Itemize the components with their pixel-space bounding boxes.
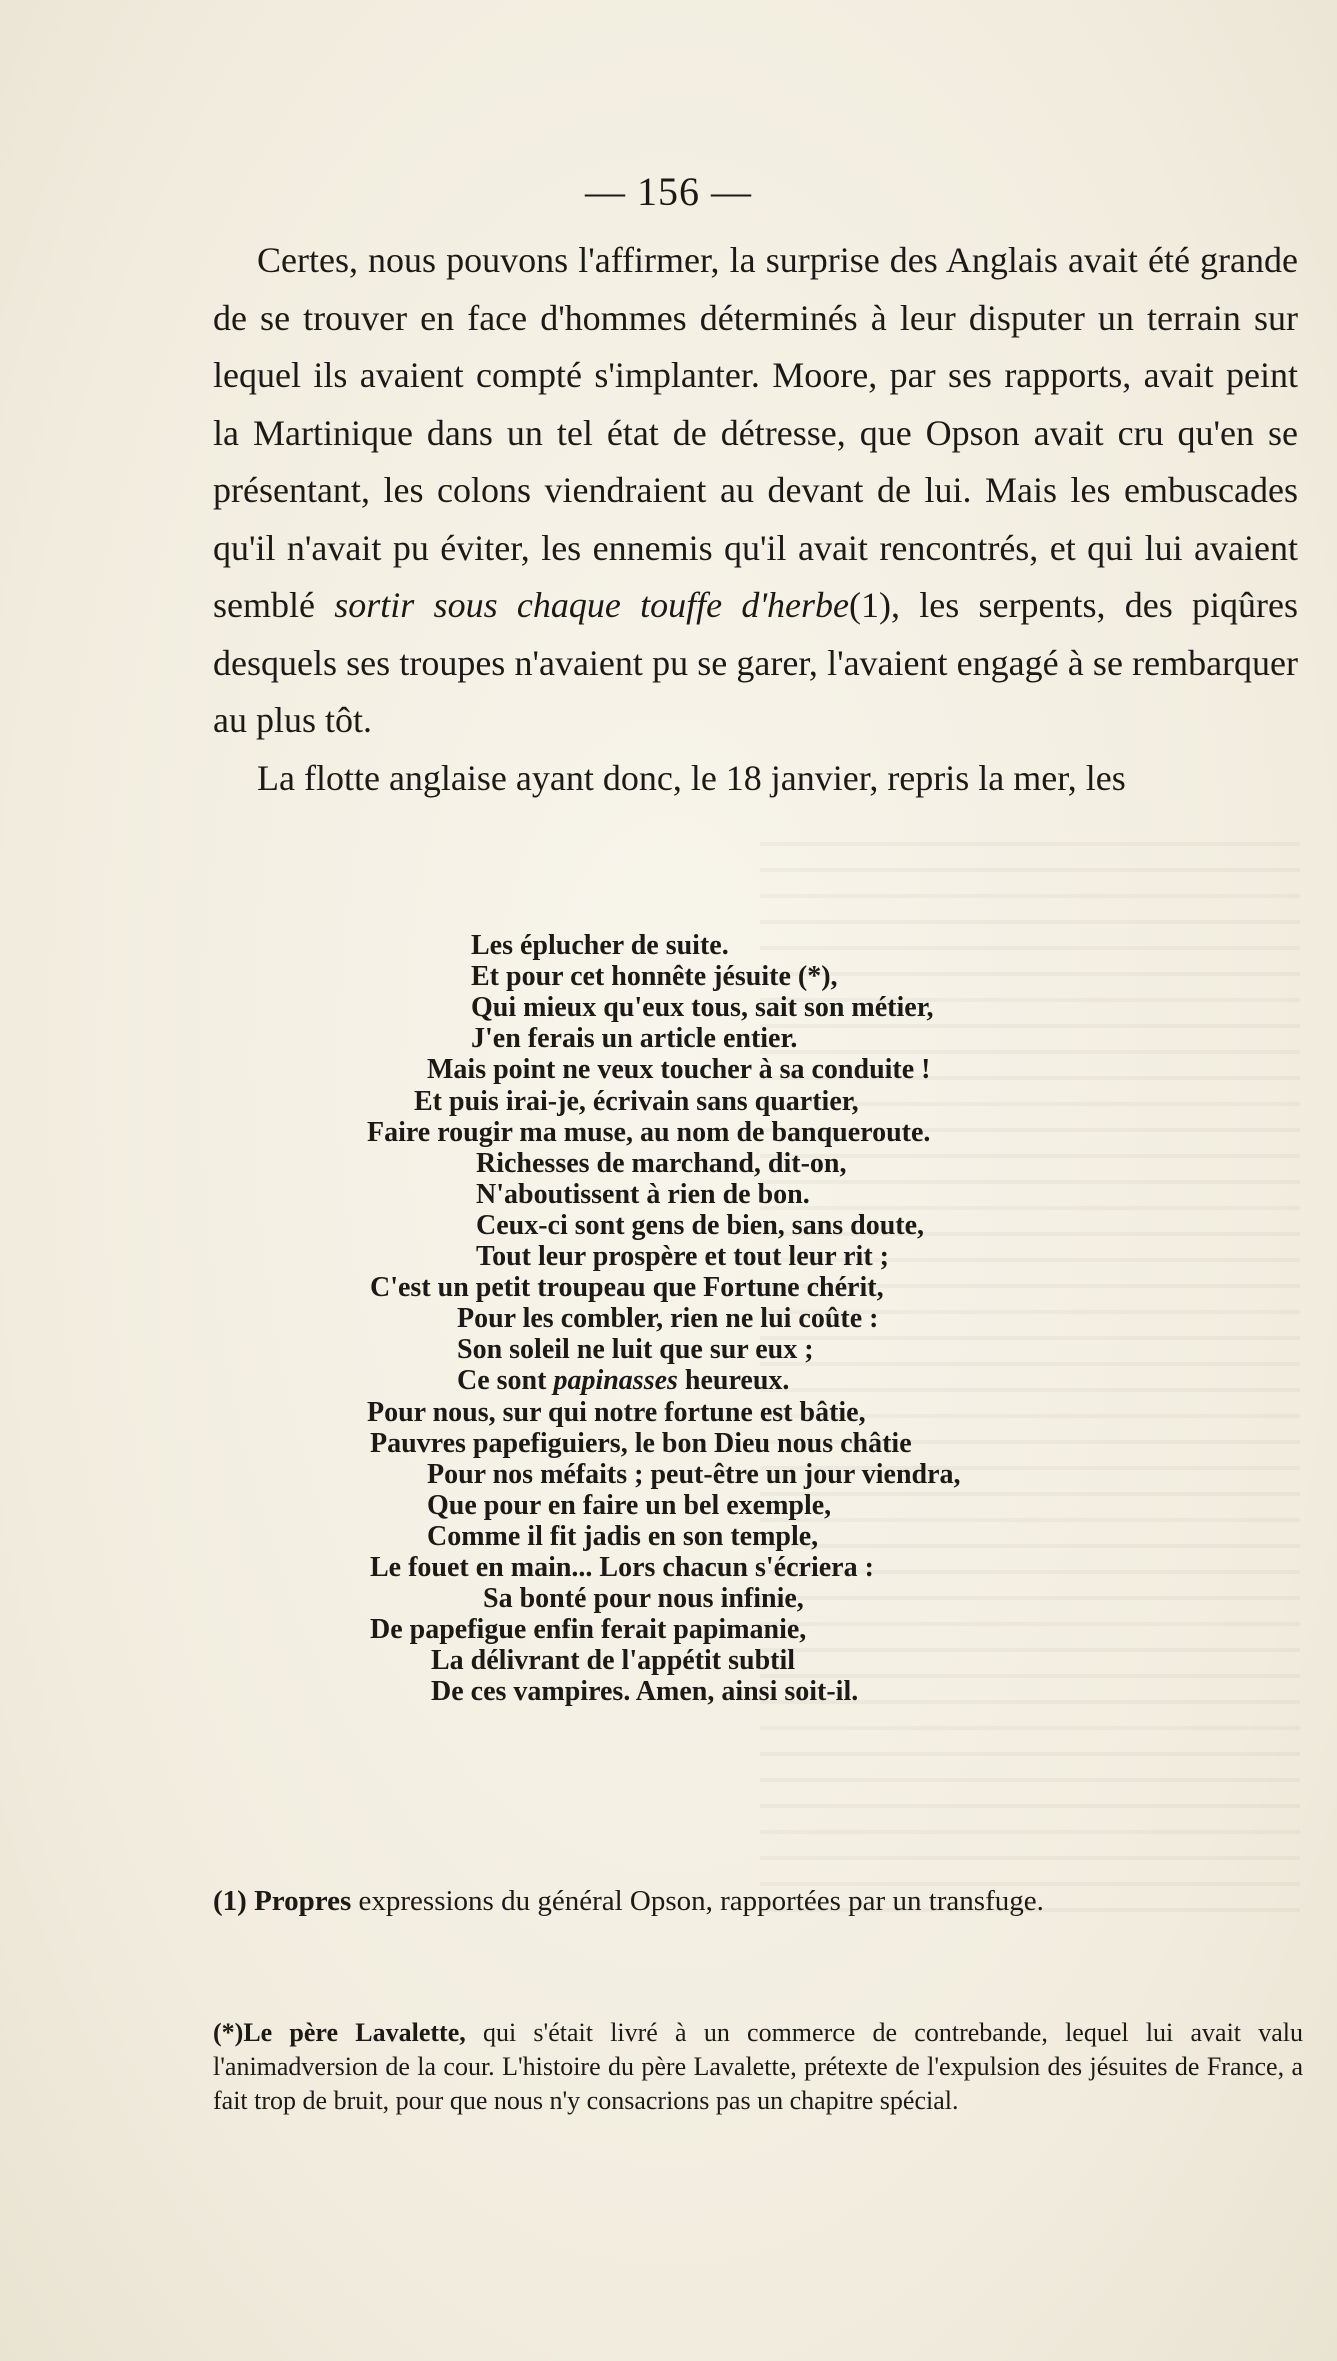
footnote-2-mark: (*) <box>213 2018 244 2047</box>
poem-line: Que pour en faire un bel exemple, <box>427 1489 832 1521</box>
poem-line: Mais point ne veux toucher à sa conduite ! <box>427 1054 931 1086</box>
poem-line: Ceux-ci sont gens de bien, sans doute, <box>476 1209 925 1241</box>
footnote-1 <box>213 1882 1303 1920</box>
footnote-1-lead: Propres <box>254 1885 352 1917</box>
paragraph-1-start: Certes, nous pouvons l'affirmer, la surprise des Anglais avait été grande de se trouver en face d'hommes déterminés à leur disputer un terrain sur lequel ils avaient compté s'implanter. Moore, par ses rapports, avait peint la Martinique dans un tel état de détresse, que Opson avait cru qu'en se présentant, les colons viendraient au devant de lui. Mais les embuscades qu'il n'avait pu éviter, les ennemis qu'il avait rencontrés, et qui lui avaient semblé <box>213 240 1298 625</box>
body-text <box>213 232 1298 807</box>
poem-line: Pour nous, sur qui notre fortune est bâtie, <box>367 1396 866 1428</box>
footnote-2 <box>213 2016 1303 2118</box>
poem-line: De papefigue enfin ferait papimanie, <box>370 1614 807 1646</box>
poem-line: La délivrant de l'appétit subtil <box>431 1645 796 1677</box>
poem-line: Comme il fit jadis en son temple, <box>427 1520 819 1552</box>
paragraph-1 <box>213 232 1298 750</box>
poem-line: Et pour cet honnête jésuite (*), <box>471 961 838 993</box>
poem-line: Son soleil ne luit que sur eux ; <box>457 1334 814 1366</box>
poem-line: Richesses de marchand, dit-on, <box>476 1147 847 1179</box>
poem-line: N'aboutissent à rien de bon. <box>476 1178 810 1210</box>
footnote-2-text: qui s'était livré à un commerce de contrebande, lequel lui avait valu l'animadversion de la cour. L'histoire du père Lavalette, prétexte de l'expulsion des jésuites de France, a fait trop de bruit, pour que nous n'y consacrions pas un chapitre spécial. <box>213 2018 1304 2115</box>
poem-line: Sa bonté pour nous infinie, <box>483 1583 804 1615</box>
footnote-2-lead: Le père Lavalette, <box>243 2018 466 2047</box>
poem-line: Le fouet en main... Lors chacun s'écriera : <box>370 1552 874 1583</box>
footnote-1-text: expressions du général Opson, rapportées par un transfuge. <box>358 1885 1044 1917</box>
page-number: — 156 — <box>585 169 752 214</box>
poem-line: Pauvres papefiguiers, le bon Dieu nous châtie <box>370 1427 912 1459</box>
poem-line: Pour nos méfaits ; peut-être un jour viendra, <box>427 1458 961 1490</box>
poem-line: J'en ferais un article entier. <box>471 1023 798 1055</box>
poem-line: Qui mieux qu'eux tous, sait son métier, <box>471 992 934 1024</box>
poem-line: De ces vampires. Amen, ainsi soit-il. <box>431 1676 859 1708</box>
poem-line: Pour les combler, rien ne lui coûte : <box>457 1303 879 1335</box>
paragraph-1-emphasis: sortir sous chaque touffe d'herbe <box>334 585 849 625</box>
poem-line: Et puis irai-je, écrivain sans quartier, <box>414 1085 859 1117</box>
poem-line: Tout leur prospère et tout leur rit ; <box>476 1241 889 1272</box>
poem-line: Les éplucher de suite. <box>471 930 729 961</box>
paragraph-2: La flotte anglaise ayant donc, le 18 janvier, repris la mer, les <box>257 757 1126 798</box>
poem-line: Ce sont papinasses heureux. <box>457 1365 790 1397</box>
paragraph-1-end: (1), les serpents, des piqûres desquels ses troupes n'avaient pu se garer, l'avaient engagé à se rembarquer au plus tôt. <box>213 585 1298 740</box>
bleed-through-texture <box>760 820 1300 1920</box>
footnote-1-mark: (1) <box>213 1885 247 1917</box>
poem-line: C'est un petit troupeau que Fortune chérit, <box>370 1272 884 1304</box>
poem-line: Faire rougir ma muse, au nom de banqueroute. <box>367 1116 931 1148</box>
